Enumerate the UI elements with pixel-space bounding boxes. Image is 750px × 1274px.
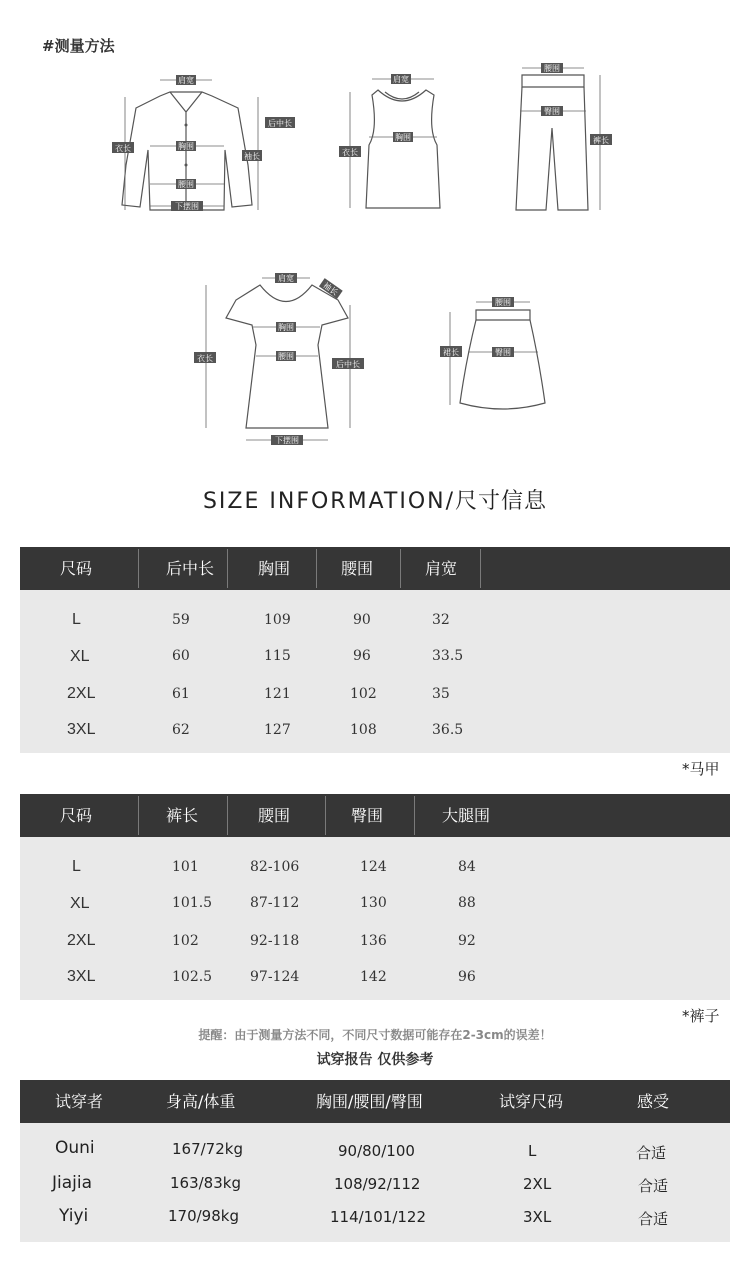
vest-table-header [20,547,730,590]
col-header: 胸围/腰围/臀围 [316,1092,423,1111]
svg-text:衣长: 衣长 [115,144,131,153]
svg-text:衣长: 衣长 [197,354,213,363]
svg-text:裤长: 裤长 [593,136,609,145]
svg-text:袖长: 袖长 [244,152,260,161]
dress-diagram [194,273,364,445]
shirt-diagram [112,75,295,211]
col-header: 肩宽 [425,559,458,578]
svg-text:腰围: 腰围 [495,298,511,307]
col-header: 腰围 [258,806,291,825]
pants-table-header [20,794,730,837]
measure-section-title: #测量方法 [42,37,115,55]
svg-text:下摆围: 下摆围 [175,202,199,211]
svg-text:肩宽: 肩宽 [278,274,294,283]
svg-text:后中长: 后中长 [268,119,292,128]
vest-diagram [339,74,440,208]
col-header: 腰围 [341,559,374,578]
svg-text:衣长: 衣长 [342,148,358,157]
skirt-diagram [440,297,545,409]
tryon-report-title: 试穿报告 仅供参考 [316,1052,434,1068]
col-header: 后中长 [166,559,215,578]
col-header: 裤长 [166,806,199,825]
svg-text:裙长: 裙长 [443,348,459,357]
pants-table-note: *裤子 [682,1007,720,1025]
svg-text:臀围: 臀围 [544,107,560,116]
pants-diagram [516,63,612,210]
svg-text:肩宽: 肩宽 [393,75,409,84]
svg-text:胸围: 胸围 [278,323,294,332]
svg-text:腰围: 腰围 [544,64,560,73]
col-header: 胸围 [258,559,291,578]
col-header: 尺码 [60,806,93,825]
tryon-table-body: Ouni 167/72kg 90/80/100 L 合适 Jiajia 163/83kg 108/92/112 2XL 合适 Yiyi 170/98kg 114/101/122 3XL 合适 [20,1123,730,1242]
pants-table-body: L 101 82-106 124 84 XL 101.5 87-112 130 88 2XL 102 92-118 136 92 3XL 102.5 97-124 142 96 [20,837,730,1000]
col-header: 身高/体重 [166,1092,236,1111]
svg-text:胸围: 胸围 [178,142,194,151]
svg-text:腰围: 腰围 [278,352,294,361]
measurement-diagrams [0,0,750,470]
col-header: 试穿者 [55,1092,104,1111]
col-header: 试穿尺码 [499,1092,564,1111]
vest-table-note: *马甲 [682,760,720,778]
measurement-remark: 提醒：由于测量方法不同，不同尺寸数据可能存在2-3cm的误差！ [198,1028,552,1042]
svg-text:袖长: 袖长 [321,280,340,298]
svg-text:腰围: 腰围 [178,180,194,189]
svg-text:胸围: 胸围 [395,133,411,142]
col-header: 臀围 [351,806,384,825]
col-header: 大腿围 [442,806,491,825]
svg-text:后中长: 后中长 [336,360,360,369]
svg-text:下摆围: 下摆围 [275,436,299,445]
col-header: 感受 [637,1092,670,1111]
col-header: 尺码 [60,559,93,578]
svg-text:臀围: 臀围 [495,348,511,357]
svg-text:肩宽: 肩宽 [178,76,194,85]
tryon-table-header [20,1080,730,1123]
vest-table-body: L 59 109 90 32 XL 60 115 96 33.5 2XL 61 121 102 35 3XL 62 127 108 36.5 [20,590,730,753]
size-info-title: SIZE INFORMATION/尺寸信息 [202,489,548,514]
